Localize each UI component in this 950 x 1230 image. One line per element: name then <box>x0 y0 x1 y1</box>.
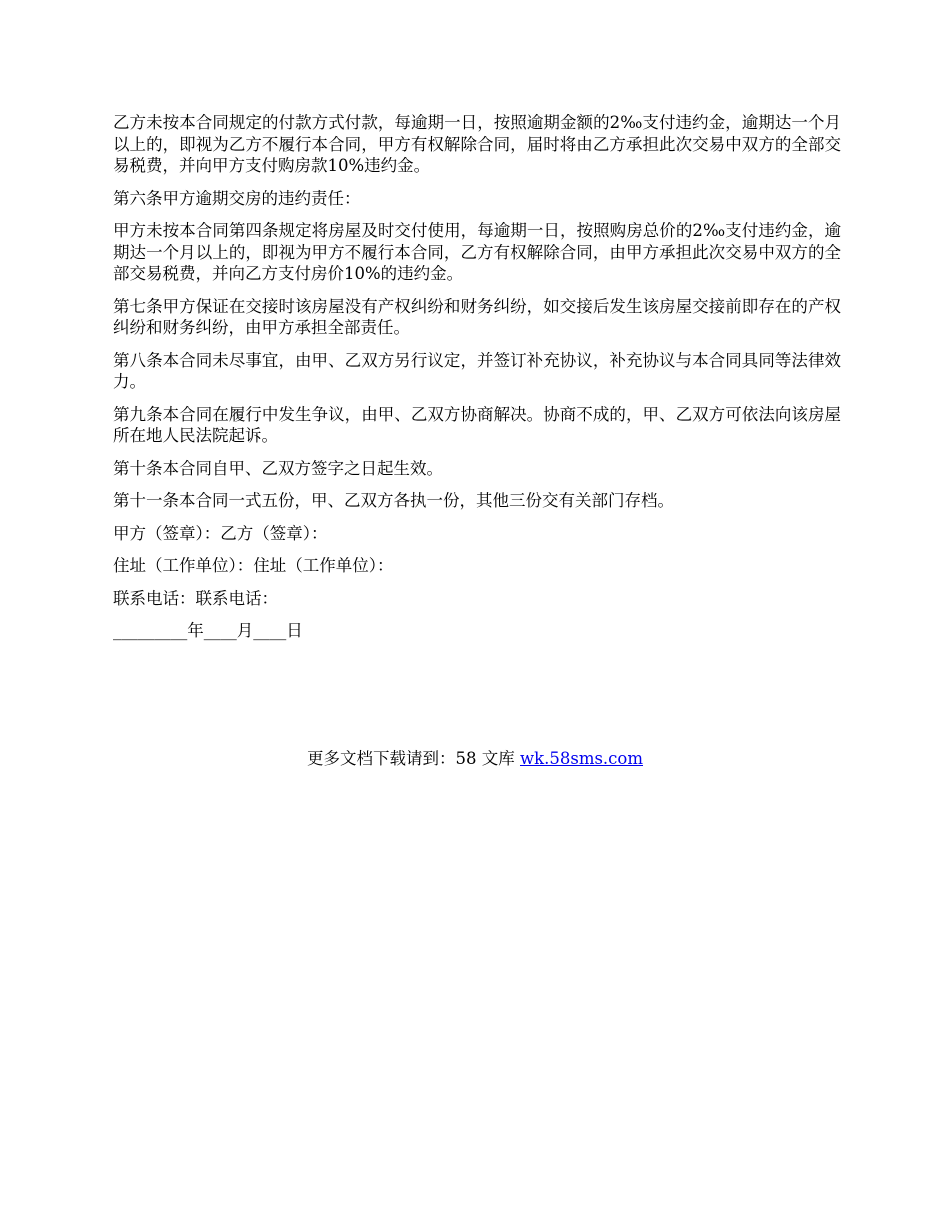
paragraph-article-11: 第十一条本合同一式五份，甲、乙双方各执一份，其他三份交有关部门存档。 <box>113 491 674 510</box>
heading-article-6: 第六条甲方逾期交房的违约责任： <box>113 188 361 208</box>
paragraph-article-7: 第七条甲方保证在交接时该房屋没有产权纠纷和财务纠纷，如交接后发生该房屋交接前即存在的产权纠纷和财务纠纷，由甲方承担全部责任。 <box>113 296 841 337</box>
document-body <box>113 112 841 653</box>
paragraph-article-9: 第九条本合同在履行中发生争议，由甲、乙双方协商解决。协商不成的，甲、乙双方可依法向该房屋所在地人民法院起诉。 <box>113 404 841 445</box>
signature-line: 甲方（签章）：乙方（签章）： <box>113 523 328 543</box>
address-line: 住址（工作单位）：住址（工作单位）： <box>113 556 394 575</box>
paragraph-buyer-late-payment: 乙方未按本合同规定的付款方式付款，每逾期一日，按照逾期金额的2‰支付违约金，逾期达一个月以上的，即视为乙方不履行本合同，甲方有权解除合同，届时将由乙方承担此次交易中双方的全部交易税费，并向甲方支付购房款10%违约金。 <box>113 113 841 175</box>
paragraph-article-8: 第八条本合同未尽事宜，由甲、乙双方另行议定，并签订补充协议，补充协议与本合同具同等法律效力。 <box>113 350 841 391</box>
phone-line: 联系电话：联系电话： <box>113 588 278 608</box>
footer-link[interactable]: wk.58sms.com <box>519 749 643 768</box>
paragraph-seller-late-delivery: 甲方未按本合同第四条规定将房屋及时交付使用，每逾期一日，按照购房总价的2‰支付违约金，逾期达一个月以上的，即视为甲方不履行本合同，乙方有权解除合同，由甲方承担此次交易中双方的全部交易税费，并向乙方支付房价10%的违约金。 <box>113 221 841 283</box>
footer-text: 更多文档下载请到：58 文库 <box>306 749 520 768</box>
date-line: _________年____月____日 <box>113 621 303 640</box>
paragraph-article-10: 第十条本合同自甲、乙双方签字之日起生效。 <box>113 458 443 478</box>
footer <box>0 748 950 770</box>
